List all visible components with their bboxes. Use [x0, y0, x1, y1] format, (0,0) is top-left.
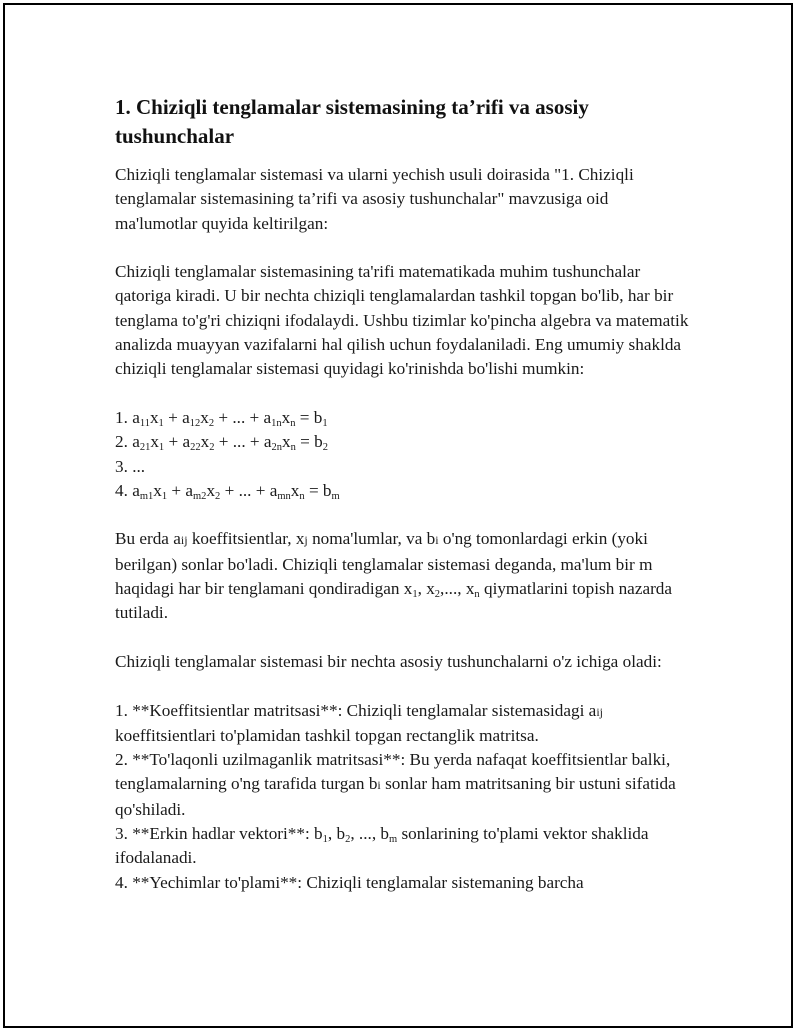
concepts-intro-paragraph: Chiziqli tenglamalar sistemasi bir nechta asosiy tushunchalarni o'z ichiga oladi: [115, 651, 662, 671]
concept-item-4: 4. **Yechimlar to'plami**: Chiziqli tenglamalar sistemaning barcha [115, 872, 584, 892]
equation-2: 2. $a_{21}x_1 + a_{22}x_2$ + ... + $a_{2n}x_n = b_2$ [115, 432, 329, 454]
concept-item-3: 3. **Erkin hadlar vektori**: $b_1$, $b_2$, ..., $b_m$ sonlarining to'plami vektor shaklida ifodalanadi. [115, 824, 649, 868]
intro-paragraph: Chiziqli tenglamalar sistemasi va ularni yechish usuli doirasida "1. Chiziqli tenglamalar sistemasining ta’rifi va asosiy tushunchalar" mavzusiga oid ma'lumotlar quyida keltirilgan: [115, 165, 634, 233]
definition-paragraph: Chiziqli tenglamalar sistemasining ta'rifi matematikada muhim tushunchalar qatoriga kiradi. U bir nechta chiziqli tenglamalardan tashkil topgan bo'lib, har bir tenglama to'g'ri chiziqni ifodalaydi. Ushbu tizimlar ko'pincha algebra va matematik analizda muayyan vazifalarni hal qilish uchun foydalaniladi. Eng umumiy shaklda chiziqli tenglamalar sistemasi quyidagi ko'rinishda bo'lishi mumkin: [115, 262, 689, 379]
equation-1: 1. $a_{11}x_1 + a_{12}x_2$ + ... + $a_{1n}x_n = b_1$ [115, 407, 328, 429]
explanation-paragraph: Bu erda aij koeffitsientlar, xj noma'lumlar, va bi o'ng tomonlardagi erkin (yoki berilgan) sonlar bo'ladi. Chiziqli tenglamalar sistemasi deganda, ma'lum bir m haqidagi har bir tenglamani qondiradigan $x_1$, $x_2$,..., $x_n$ qiymatlarini topish nazarda tutiladi. [115, 529, 673, 623]
equation-3: 3. ... [115, 456, 146, 476]
section-heading: 1. Chiziqli tenglamalar sistemasining ta’rifi va asosiy tushunchalar [115, 95, 589, 148]
concept-item-2: 2. **To'laqonli uzilmaganlik matritsasi**: Bu yerda nafaqat koeffitsientlar balki, tenglamalarning o'ng tarafida turgan bi sonlar ham matritsaning bir ustuni sifatida qo'shiladi. [115, 750, 676, 819]
document-content [115, 93, 690, 895]
concept-item-1: 1. **Koeffitsientlar matritsasi**: Chiziqli tenglamalar sistemasidagi aij koeffitsientlari to'plamidan tashkil topgan rectanglik matritsa. [115, 700, 603, 745]
concepts-list [115, 699, 690, 895]
equation-list [115, 406, 690, 503]
equation-4: 4. $a_{m1}x_1 + a_{m2}x_2$ + ... + $a_{mn}x_n = b_m$ [115, 480, 340, 502]
